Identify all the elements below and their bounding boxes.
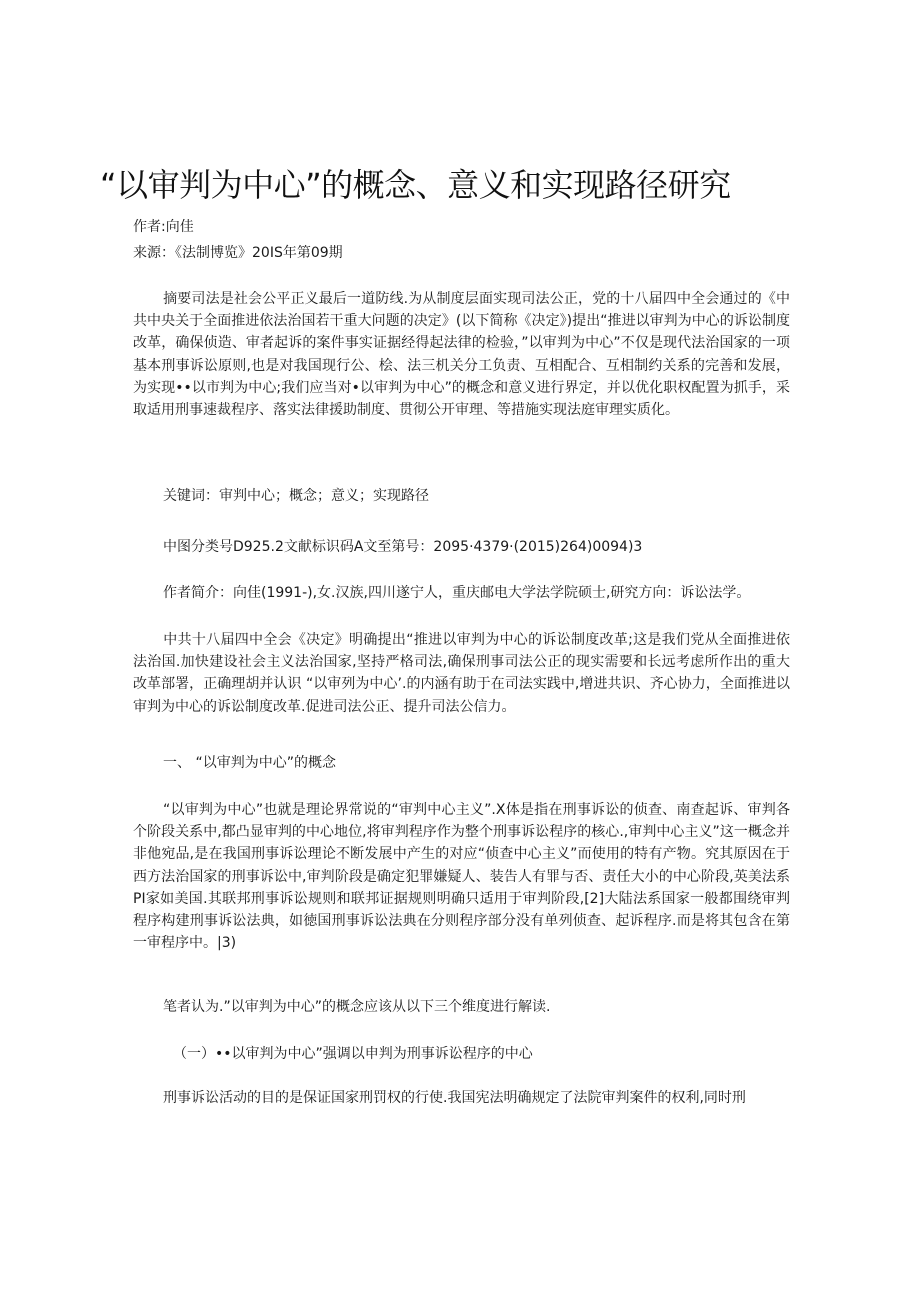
section1-paragraph	[133, 799, 790, 954]
document-title: “以审判为中心”的概念、意义和实现路径研究	[100, 166, 731, 204]
intro-paragraph	[133, 629, 790, 718]
keywords-line: 关键词：审判中心；概念；意义；实现路径	[163, 488, 429, 504]
abstract-paragraph	[133, 288, 790, 421]
abstract-text: 摘要司法是社会公平正义最后一道防线.为从制度层面实现司法公正，党的十八届四中全会通过的《中共中央关于全面推进依法治国若干重大问题的决定》(以下简称《决定》)提出“推进以审判为中心的诉讼制度改革，确保侦造、审者起诉的案件事实证据经得起法律的检验，”以审判为中心”不仅是现代法治国家的一项基本刑事诉讼原则,也是对我国现行公、桧、法三机关分工负责、互相配合、互相制约关系的完善和发展，为实现••以市判为中心;我们应当对•以审判为中心”的概念和意义进行界定，并以优化职权配置为抓手，采取适用刑事速裁程序、落实法律援助制度、贯彻公开审理、等措施实现法庭审理实质化。	[133, 291, 790, 419]
source-line: 来源：《法制博览》20IS年第09期	[133, 245, 343, 261]
section-heading-1: 一、 “以审判为中心”的概念	[163, 755, 336, 771]
last-paragraph-line: 刑事诉讼活动的目的是保证国家刑罚权的行使.我国宪法明确规定了法院审判案件的权利,同时刑	[163, 1090, 746, 1106]
subheading-1: （一）••以审判为中心”强调以申判为刑事诉讼程序的中心	[173, 1046, 533, 1062]
intro-text: 中共十八届四中全会《决定》明确提出“推进以审判为中心的诉讼制度改革;这是我们党从全面推进依法治国.加快建设社会主义法治国家,坚持严格司法,确保刑事司法公正的现实需要和长远考虑所作出的重大改革部署，正确理胡并认识 “以审列为中心’.的内涵有助于在司法实践中,增进共识、齐心协力，全面推进以审判为中心的诉讼制度改革.促进司法公正、提升司法公信力。	[133, 632, 790, 715]
section1-text: “以审判为中心”也就是理论界常说的“审判中心主义”.X体是指在刑事诉讼的侦查、南查起诉、审判各个阶段关系中,都凸显审判的中心地位,将审判程序作为整个刑事诉讼程序的核心.,审判中心主义”这一概念并非他宛品,是在我国刑事诉讼理论不断发展中产生的对应“侦查中心主义”而使用的特有产物。究其原因在于西方法治国家的刑事诉讼中,审判阶段是确定犯罪嫌疑人、装告人有罪与否、责任大小的中心阶段,英美法系PI家如美国.其联邦刑事诉讼规则和联邦证据规则明确只适用于审判阶段,[2]大陆法系国家一般都围绕审判程序构建刑事诉讼法典，如徳国刑事诉讼法典在分则程序部分没有单列侦查、起诉程序.而是将其包含在第一审程序中。|3)	[133, 802, 790, 952]
author-bio-line: 作者简介：向佳(1991-),女.汉族,四川遂宁人，重庆邮电大学法学院硕士,研究方向：诉讼法学。	[163, 585, 751, 601]
classification-line: 中图分类号D925.2文献标识码A文至第号：2095·4379·(2015)264)0094)3	[163, 539, 643, 555]
author-view-line: 笔者认为.”以审判为中心”的概念应该从以下三个维度进行解读.	[163, 999, 551, 1015]
author-line: 作者:向佳	[133, 219, 194, 235]
